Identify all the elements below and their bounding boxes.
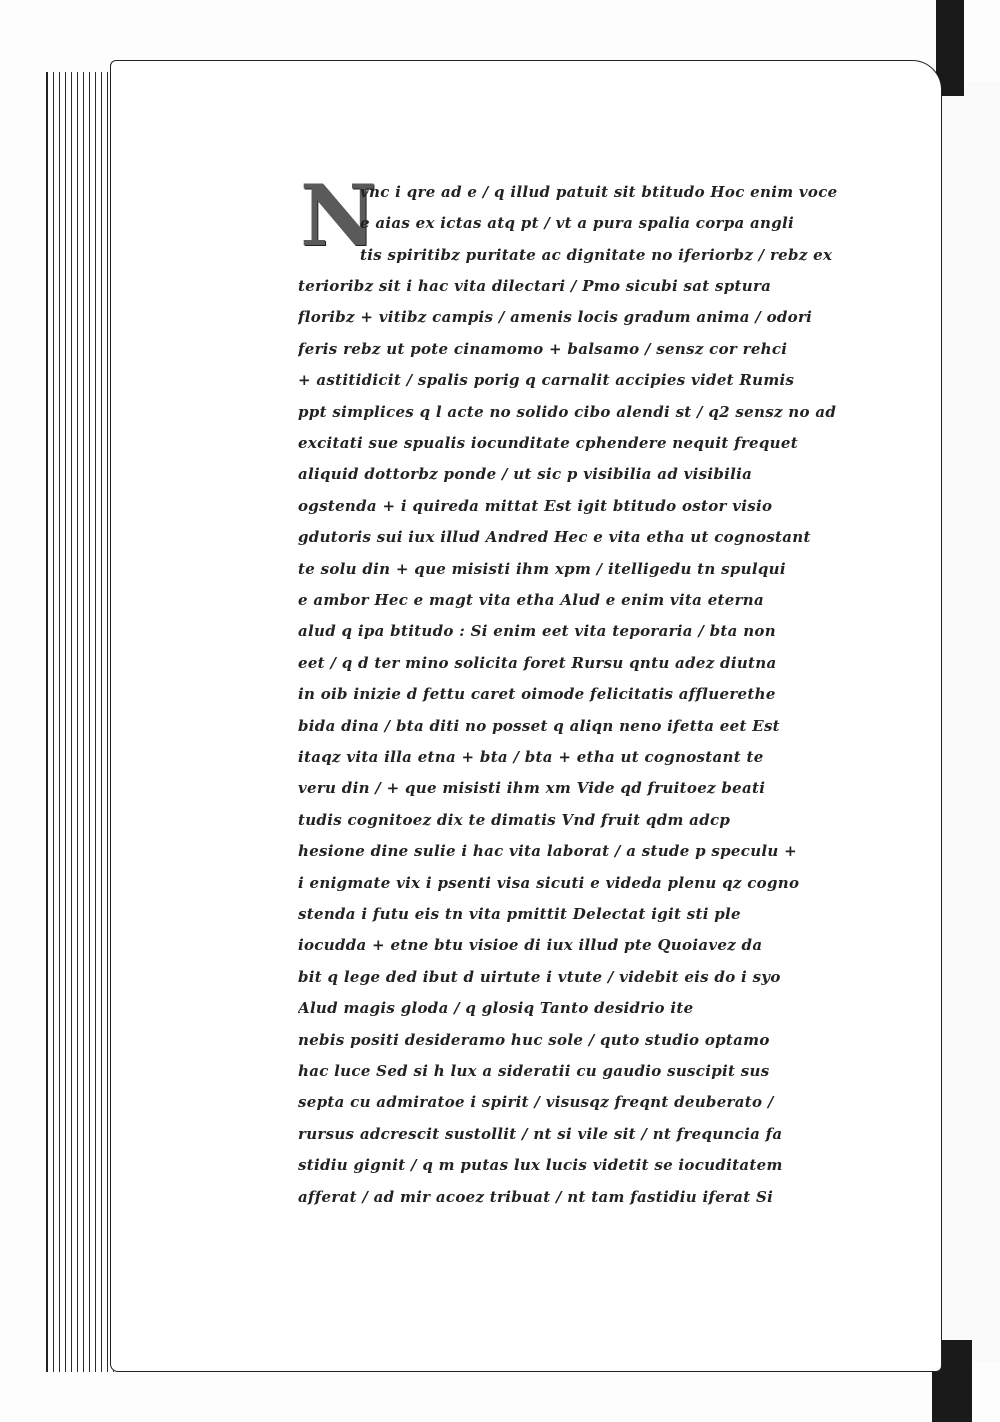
text-line: ppt simplices q l acte no solido cibo alendi st / q2 sensz no ad [298, 403, 837, 421]
text-line: stidiu gignit / q m putas lux lucis videtit se iocuditatem [298, 1156, 783, 1174]
text-line: alud q ipa btitudo : Si enim eet vita teporaria / bta non [298, 622, 776, 640]
text-line: in oib inizie d fettu caret oimode felicitatis affluerethe [298, 685, 776, 703]
text-line: te solu din + que misisti ihm xpm / itelligedu tn spulqui [298, 560, 786, 578]
text-line: Alud magis gloda / q glosiq Tanto desidrio ite [298, 999, 694, 1017]
book-page-edges [46, 72, 120, 1372]
text-line: nebis positi desideramo huc sole / quto studio optamo [298, 1031, 770, 1049]
text-line: aliquid dottorbz ponde / ut sic p visibilia ad visibilia [298, 465, 753, 483]
text-line: vnc i qre ad e / q illud patuit sit btitudo Hoc enim voce [360, 183, 838, 201]
text-line: afferat / ad mir acoez tribuat / nt tam fastidiu iferat Si [298, 1188, 774, 1206]
text-line: eet / q d ter mino solicita foret Rursu qntu adez diutna [298, 654, 777, 672]
text-line: excitati sue spualis iocunditate cphendere nequit frequet [298, 434, 798, 452]
text-line: + astitidicit / spalis porig q carnalit accipies videt Rumis [298, 371, 795, 389]
text-line: terioribz sit i hac vita dilectari / Pmo sicubi sat sptura [298, 277, 772, 295]
text-line: bit q lege ded ibut d uirtute i vtute / videbit eis do i syo [298, 968, 781, 986]
text-line: hesione dine sulie i hac vita laborat / a stude p speculu + [298, 842, 798, 860]
text-line: ogstenda + i quireda mittat Est igit btitudo ostor visio [298, 497, 773, 515]
text-line: e aias ex ictas atq pt / vt a pura spalia corpa angli [360, 214, 795, 232]
text-line: tis spiritibz puritate ac dignitate no iferiorbz / rebz ex [360, 246, 833, 264]
text-line: tudis cognitoez dix te dimatis Vnd fruit qdm adcp [298, 811, 731, 829]
text-line: bida dina / bta diti no posset q aliqn neno ifetta eet Est [298, 717, 780, 735]
text-line: rursus adcrescit sustollit / nt si vile sit / nt frequncia fa [298, 1125, 783, 1143]
text-line: veru din / + que misisti ihm xm Vide qd fruitoez beati [298, 779, 766, 797]
decorated-initial: N [300, 166, 377, 265]
facing-page-edge [932, 82, 1000, 1362]
text-line: hac luce Sed si h lux a sideratii cu gaudio suscipit sus [298, 1062, 770, 1080]
text-line: septa cu admiratoe i spirit / visusqz freqnt deuberato / [298, 1093, 774, 1111]
text-line: stenda i futu eis tn vita pmittit Delectat igit sti ple [298, 905, 741, 923]
text-line: floribz + vitibz campis / amenis locis gradum anima / odori [298, 308, 813, 326]
text-line: itaqz vita illa etna + bta / bta + etha ut cognostant te [298, 748, 764, 766]
text-line: i enigmate vix i psenti visa sicuti e videda plenu qz cogno [298, 874, 800, 892]
manuscript-text-block [298, 166, 898, 1208]
text-line: feris rebz ut pote cinamomo + balsamo / sensz cor rehci [298, 340, 788, 358]
text-line: iocudda + etne btu visioe di iux illud pte Quoiavez da [298, 936, 763, 954]
text-line: gdutoris sui iux illud Andred Hec e vita etha ut cognostant [298, 528, 811, 546]
text-line: e ambor Hec e magt vita etha Alud e enim vita eterna [298, 591, 765, 609]
